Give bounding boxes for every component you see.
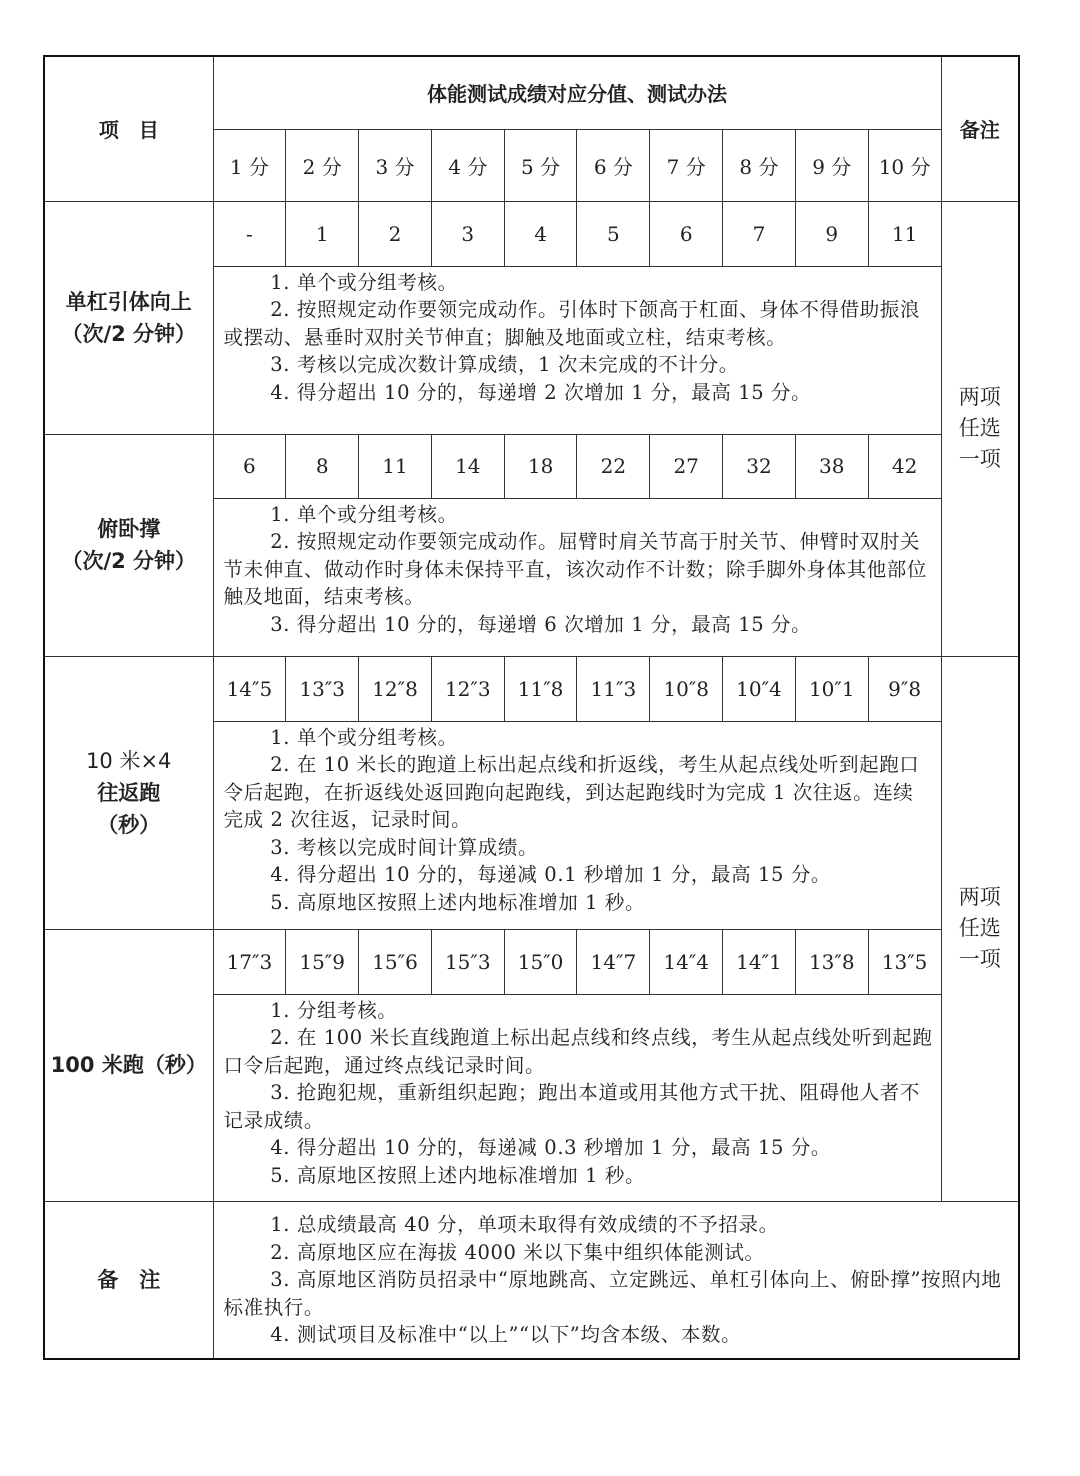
remark-line: 一项 bbox=[958, 947, 1001, 971]
score-value: 10″1 bbox=[795, 656, 868, 721]
event-unit: （次/2 分钟） bbox=[61, 321, 197, 346]
fitness-test-table bbox=[43, 55, 1020, 1360]
score-value: 17″3 bbox=[213, 929, 286, 994]
score-value: 1 bbox=[286, 201, 359, 266]
score-value: 10″4 bbox=[723, 656, 796, 721]
score-value: 27 bbox=[650, 434, 723, 498]
score-value: 11 bbox=[359, 434, 432, 498]
score-value: 38 bbox=[795, 434, 868, 498]
score-value: 6 bbox=[650, 201, 723, 266]
remark-line: 一项 bbox=[958, 447, 1001, 471]
score-value: 8 bbox=[286, 434, 359, 498]
rule-item: 1. 分组考核。 bbox=[270, 998, 398, 1022]
rule-item: 2. 按照规定动作要领完成动作。屈臂时肩关节高于肘关节、伸臂时双肘关节未伸直、做动作时身体未保持平直，该次动作不计数；除手脚外身体其他部位触及地面，结束考核。 bbox=[223, 530, 928, 608]
score-value: 4 bbox=[504, 201, 577, 266]
rule-item: 2. 按照规定动作要领完成动作。引体时下颌高于杠面、身体不得借助振浪或摆动、悬垂时双肘关节伸直；脚触及地面或立柱，结束考核。 bbox=[223, 298, 921, 349]
note-item: 2. 高原地区应在海拔 4000 米以下集中组织体能测试。 bbox=[270, 1240, 765, 1264]
score-value: 11 bbox=[868, 201, 941, 266]
score-header-1: 1 分 bbox=[213, 129, 286, 201]
rule-item: 5. 高原地区按照上述内地标准增加 1 秒。 bbox=[270, 1163, 646, 1187]
score-value: 18 bbox=[504, 434, 577, 498]
rule-item: 4. 得分超出 10 分的，每递增 2 次增加 1 分，最高 15 分。 bbox=[270, 380, 812, 404]
notes-label: 备 注 bbox=[44, 1201, 213, 1359]
event-name: 单杠引体向上 bbox=[65, 289, 192, 314]
score-value: 15″0 bbox=[504, 929, 577, 994]
score-value: 7 bbox=[723, 201, 796, 266]
score-value: 5 bbox=[577, 201, 650, 266]
rule-item: 1. 单个或分组考核。 bbox=[270, 270, 458, 294]
event-pullup bbox=[44, 201, 213, 434]
rule-item: 3. 考核以完成次数计算成绩，1 次未完成的不计分。 bbox=[270, 353, 739, 376]
event-unit: （次/2 分钟） bbox=[61, 549, 197, 573]
event-name-2: 往返跑 bbox=[97, 780, 161, 805]
score-value: 2 bbox=[359, 201, 432, 266]
score-value: 11″8 bbox=[504, 656, 577, 721]
score-value: 15″3 bbox=[431, 929, 504, 994]
event-rules bbox=[213, 498, 941, 656]
event-rules bbox=[213, 994, 941, 1201]
score-value: 6 bbox=[213, 434, 286, 498]
score-header-5: 5 分 bbox=[504, 129, 577, 201]
note-item: 3. 高原地区消防员招录中“原地跳高、立定跳远、单杠引体向上、俯卧撑”按照内地标准执行。 bbox=[223, 1268, 1002, 1319]
score-value: 9″8 bbox=[868, 656, 941, 721]
note-item: 1. 总成绩最高 40 分，单项未取得有效成绩的不予招录。 bbox=[270, 1213, 779, 1236]
score-value: 42 bbox=[868, 434, 941, 498]
rule-item: 2. 在 100 米长直线跑道上标出起点线和终点线，考生从起点线处听到起跑口令后起跑，通过终点线记录时间。 bbox=[223, 1026, 933, 1077]
score-header-7: 7 分 bbox=[650, 129, 723, 201]
score-value: 3 bbox=[431, 201, 504, 266]
rule-item: 4. 得分超出 10 分的，每递减 0.1 秒增加 1 分，最高 15 分。 bbox=[270, 863, 832, 886]
score-value: 13″5 bbox=[868, 929, 941, 994]
event-unit: （秒） bbox=[97, 812, 161, 837]
notes-content bbox=[213, 1201, 1019, 1359]
score-value: 11″3 bbox=[577, 656, 650, 721]
score-value: 12″3 bbox=[431, 656, 504, 721]
score-value: 14″5 bbox=[213, 656, 286, 721]
remark-line: 任选 bbox=[958, 916, 1001, 940]
remark-header: 备注 bbox=[941, 56, 1019, 201]
score-header-4: 4 分 bbox=[431, 129, 504, 201]
rule-item: 1. 单个或分组考核。 bbox=[270, 725, 458, 749]
remark-line: 任选 bbox=[958, 416, 1001, 440]
rule-item: 3. 抢跑犯规，重新组织起跑；跑出本道或用其他方式干扰、阻碍他人者不记录成绩。 bbox=[223, 1081, 921, 1132]
event-pushup bbox=[44, 434, 213, 656]
rule-item: 3. 考核以完成时间计算成绩。 bbox=[270, 835, 539, 859]
choice-remark bbox=[941, 656, 1019, 1201]
rule-item: 1. 单个或分组考核。 bbox=[270, 502, 458, 526]
score-value: 14″4 bbox=[650, 929, 723, 994]
score-value: - bbox=[213, 201, 286, 266]
event-100m bbox=[44, 929, 213, 1201]
item-header: 项 目 bbox=[44, 56, 213, 201]
score-value: 32 bbox=[723, 434, 796, 498]
event-rules bbox=[213, 721, 941, 929]
rule-item: 5. 高原地区按照上述内地标准增加 1 秒。 bbox=[270, 890, 646, 914]
note-item: 4. 测试项目及标准中“以上”“以下”均含本级、本数。 bbox=[270, 1323, 742, 1346]
score-value: 14″1 bbox=[723, 929, 796, 994]
score-value: 15″9 bbox=[286, 929, 359, 994]
score-value: 13″3 bbox=[286, 656, 359, 721]
score-header-3: 3 分 bbox=[359, 129, 432, 201]
event-shuttle-run bbox=[44, 656, 213, 929]
score-header-8: 8 分 bbox=[723, 129, 796, 201]
score-header-9: 9 分 bbox=[795, 129, 868, 201]
score-value: 10″8 bbox=[650, 656, 723, 721]
score-value: 22 bbox=[577, 434, 650, 498]
rule-item: 4. 得分超出 10 分的，每递减 0.3 秒增加 1 分，最高 15 分。 bbox=[270, 1136, 832, 1159]
score-value: 12″8 bbox=[359, 656, 432, 721]
event-name: 100 米跑（秒） bbox=[50, 1053, 207, 1077]
score-value: 15″6 bbox=[359, 929, 432, 994]
event-name: 俯卧撑 bbox=[97, 517, 161, 541]
choice-remark bbox=[941, 201, 1019, 656]
score-value: 9 bbox=[795, 201, 868, 266]
rule-item: 3. 得分超出 10 分的，每递增 6 次增加 1 分，最高 15 分。 bbox=[270, 612, 812, 636]
score-value: 14″7 bbox=[577, 929, 650, 994]
table-title: 体能测试成绩对应分值、测试办法 bbox=[213, 56, 941, 129]
remark-line: 两项 bbox=[958, 385, 1001, 409]
event-rules bbox=[213, 266, 941, 434]
score-header-10: 10 分 bbox=[868, 129, 941, 201]
score-header-6: 6 分 bbox=[577, 129, 650, 201]
rule-item: 2. 在 10 米长的跑道上标出起点线和折返线，考生从起点线处听到起跑口令后起跑，在折返线处返回跑向起跑线，到达起跑线时为完成 1 次往返。连续完成 2 次往返，记录时间。 bbox=[223, 753, 920, 831]
event-name: 10 米×4 bbox=[86, 748, 172, 773]
remark-line: 两项 bbox=[958, 885, 1001, 909]
score-value: 14 bbox=[431, 434, 504, 498]
score-header-2: 2 分 bbox=[286, 129, 359, 201]
score-value: 13″8 bbox=[795, 929, 868, 994]
